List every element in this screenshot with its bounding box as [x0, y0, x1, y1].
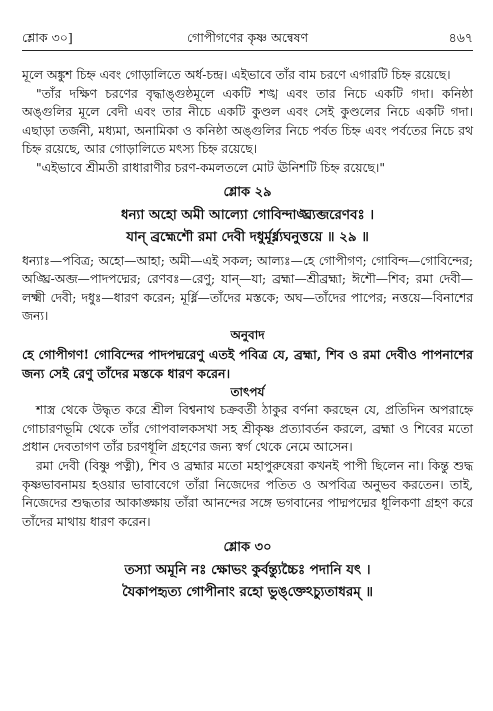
paragraph: মূলে অঙ্কুশ চিহ্ন এবং গোড়ালিতে অর্ধ-চন্দ্র। এইভাবে তাঁর বাম চরণে এগারটি চিহ্ন রয়েছে।	[22, 68, 451, 82]
purport-heading: তাৎপর্য	[230, 384, 265, 399]
sloka-verse-line: ধন্যা অহো অমী আল্যো গোবিন্দাঙ্ঘ্র্যব্জরেণবঃ ।	[120, 206, 375, 223]
synonyms-paragraph: ধন্যাঃ—পবিত্র; অহো—আহা; অমী—এই সকল; আল্যঃ—হে গোপীগণ; গোবিন্দ—গোবিন্দের; অঙ্ঘ্রি-অব্জ—পাদপদ্মের; রেণবঃ—রেণু; যান্—যা; ব্রহ্মা—শ্রীব্রহ্মা; ঈশৌ—শিব; রমা দেবী—লক্ষ্মী দেবী; দধুঃ—ধারণ করেন; মূর্ধ্নি—তাঁদের মস্তকে; অঘ—তাঁদের পাপের; নত্তয়ে—বিনাশের জন্য।	[22, 253, 473, 324]
paragraph: "তাঁর দক্ষিণ চরণের বৃদ্ধাঙ্গুষ্ঠমূলে একটি শঙ্খ এবং তার নিচে একটি গদা। কনিষ্ঠা অঙ্গুলির মূলে বেদী এবং তার নীচে একটি কুণ্ডল এবং সেই কুণ্ডলের নিচে একটি গদা। এছাড়া তর্জনী, মধ্যমা, অনামিকা ও কনিষ্ঠা অঙ্গুলির নিচে পর্বত চিহ্ন এবং পর্বতের নিচে রথ চিহ্ন রয়েছে, আর গোড়ালিতে মৎস্য চিহ্ন রয়েছে।	[22, 86, 473, 157]
paragraph: "এইভাবে শ্রীমতী রাধারাণীর চরণ-কমলতলে মোট ঊনিশটি চিহ্ন রয়েছে।"	[36, 160, 385, 175]
header-chapter-title: গোপীগণের কৃষ্ণ অন্বেষণ	[186, 30, 309, 45]
translation-paragraph: হে গোপীগণ! গোবিন্দের পাদপদ্মরেণু এতই পবিত্র যে, ব্রহ্মা, শিব ও রমা দেবীও পাপনাশের জন্য সেই রেণু তাঁদের মস্তকে ধারণ করেন।	[22, 346, 473, 381]
purport-paragraph: শাস্ত্র থেকে উদ্ধৃত করে শ্রীল বিশ্বনাথ চক্রবর্তী ঠাকুর বর্ণনা করছেন যে, প্রতিদিন অপরাহ্নে গোচারণভূমি থেকে তাঁর গোপবালকসখা সহ শ্রীকৃষ্ণ প্রত্যাবর্তন করলে, ব্রহ্মা ও শিবের মতো প্রধান দেবতাগণ তাঁর চরণধূলি গ্রহণের জন্য স্বর্গ থেকে নেমে আসেন।	[22, 403, 473, 455]
translation-heading: অনুবাদ	[230, 327, 265, 342]
header-verse-ref: শ্লোক ৩০]	[22, 30, 73, 45]
sloka-verse-line: যান্ ব্রহ্মেশৌ রমা দেবী দধুর্মূর্ধ্ন্যঘনুত্তয়ে ॥ ২৯ ॥	[126, 228, 369, 245]
sloka-heading: শ্লোক ২৯	[223, 184, 272, 200]
header-divider	[22, 50, 473, 51]
page-number: ৪৬৭	[448, 30, 473, 45]
running-header	[22, 30, 473, 48]
page-body	[22, 66, 473, 603]
sloka-heading: শ্লোক ৩০	[223, 540, 272, 556]
sloka-verse-line: তস্যা অমূনি নঃ ক্ষোভং কুর্বন্ত্যুচ্চৈঃ পদানি যৎ ।	[124, 562, 371, 579]
purport-paragraph: রমা দেবী (বিষ্ণু পত্নী), শিব ও ব্রহ্মার মতো মহাপুরুষেরা কখনই পাপী ছিলেন না। কিন্তু শুদ্ধ কৃষ্ণভাবনাময় হওয়ার ভাবাবেগে তাঁরা নিজেদের পতিত ও অপবিত্র অনুভব করতেন। তাই, নিজেদের শুদ্ধতার আকাঙ্ক্ষায় তাঁরা আনন্দের সঙ্গে ভগবানের পাদ্মপদ্মের ধূলিকণা গ্রহণ করে তাঁদের মাথায় ধারণ করেন।	[22, 458, 473, 529]
sloka-verse-line: যৈকাপহৃত্য গোপীনাং রহো ভুঙ্‌ক্তেঽচ্যুতাধরম্ ॥	[122, 584, 373, 601]
